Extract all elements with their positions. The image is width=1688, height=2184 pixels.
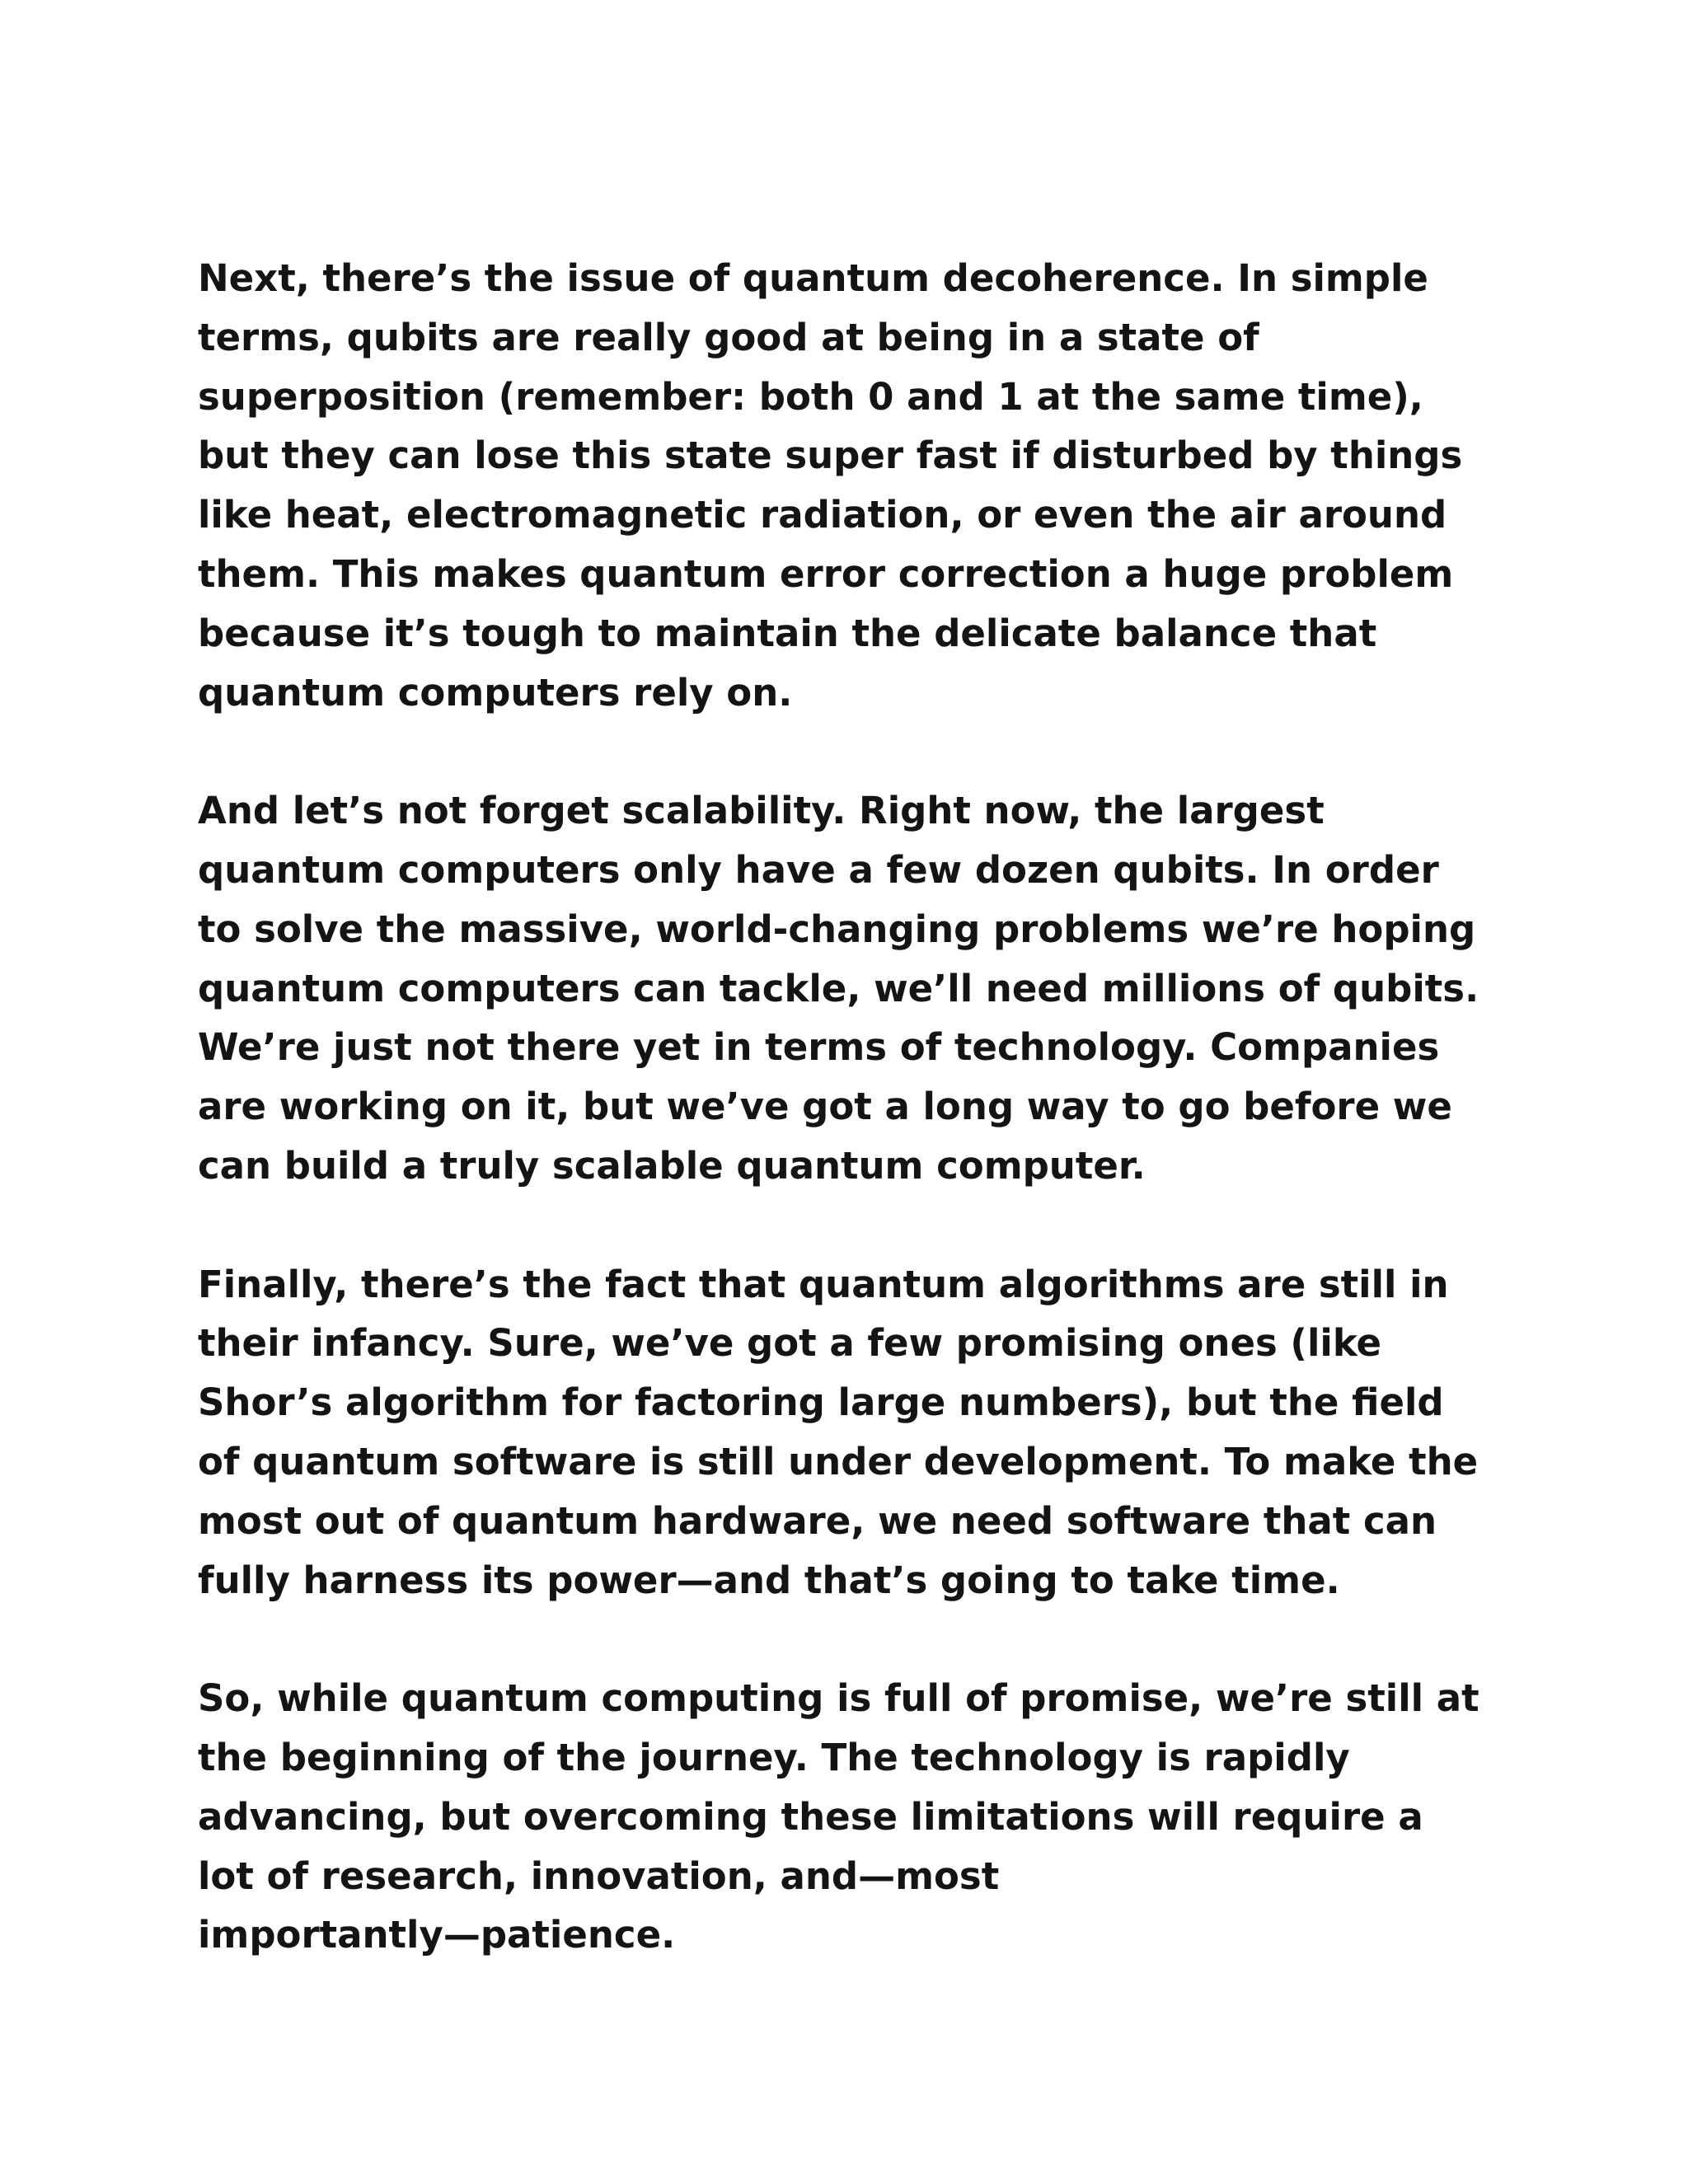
text-line: And let’s not forget scalability. Right now, the largest — [198, 789, 1325, 833]
paragraph-spacer — [198, 722, 1500, 781]
document-body — [198, 249, 1500, 1965]
text-line: Next, there’s the issue of quantum decoherence. In simple — [198, 256, 1428, 300]
text-line: So, while quantum computing is full of promise, we’re still at — [198, 1676, 1479, 1721]
text-line: them. This makes quantum error correction a huge problem — [198, 551, 1454, 596]
text-line: to solve the massive, world-changing problems we’re hoping — [198, 907, 1476, 951]
text-line: of quantum software is still under development. To make the — [198, 1439, 1479, 1483]
text-line: most out of quantum hardware, we need software that can — [198, 1498, 1437, 1543]
text-line: advancing, but overcoming these limitations will require a — [198, 1794, 1423, 1839]
paragraph-scalability — [198, 781, 1500, 1196]
text-line: their infancy. Sure, we’ve got a few promising ones (like — [198, 1321, 1382, 1366]
text-line: importantly—patience. — [198, 1913, 676, 1957]
paragraph-spacer — [198, 1196, 1500, 1255]
text-line: terms, qubits are really good at being in a state of — [198, 315, 1259, 359]
text-line: Finally, there’s the fact that quantum algorithms are still in — [198, 1262, 1449, 1306]
text-line: the beginning of the journey. The technology is rapidly — [198, 1735, 1350, 1779]
text-line: fully harness its power—and that’s going to take time. — [198, 1558, 1340, 1602]
text-line: quantum computers rely on. — [198, 670, 793, 715]
text-line: We’re just not there yet in terms of technology. Companies — [198, 1025, 1440, 1070]
text-line: like heat, electromagnetic radiation, or even the air around — [198, 493, 1447, 537]
text-line: because it’s tough to maintain the delicate balance that — [198, 611, 1377, 655]
text-line: lot of research, innovation, and—most — [198, 1854, 1000, 1898]
paragraph-decoherence — [198, 249, 1500, 722]
text-line: quantum computers can tackle, we’ll need millions of qubits. — [198, 966, 1479, 1010]
text-line: superposition (remember: both 0 and 1 at the same time), — [198, 374, 1423, 419]
text-line: quantum computers only have a few dozen qubits. In order — [198, 847, 1439, 892]
text-line: Shor’s algorithm for factoring large numbers), but the field — [198, 1380, 1444, 1425]
paragraph-spacer — [198, 1610, 1500, 1669]
text-line: but they can lose this state super fast if disturbed by things — [198, 434, 1463, 478]
text-line: are working on it, but we’ve got a long way to go before we — [198, 1085, 1452, 1129]
paragraph-algorithms — [198, 1255, 1500, 1610]
text-line: can build a truly scalable quantum computer. — [198, 1143, 1146, 1188]
paragraph-conclusion — [198, 1669, 1500, 1965]
